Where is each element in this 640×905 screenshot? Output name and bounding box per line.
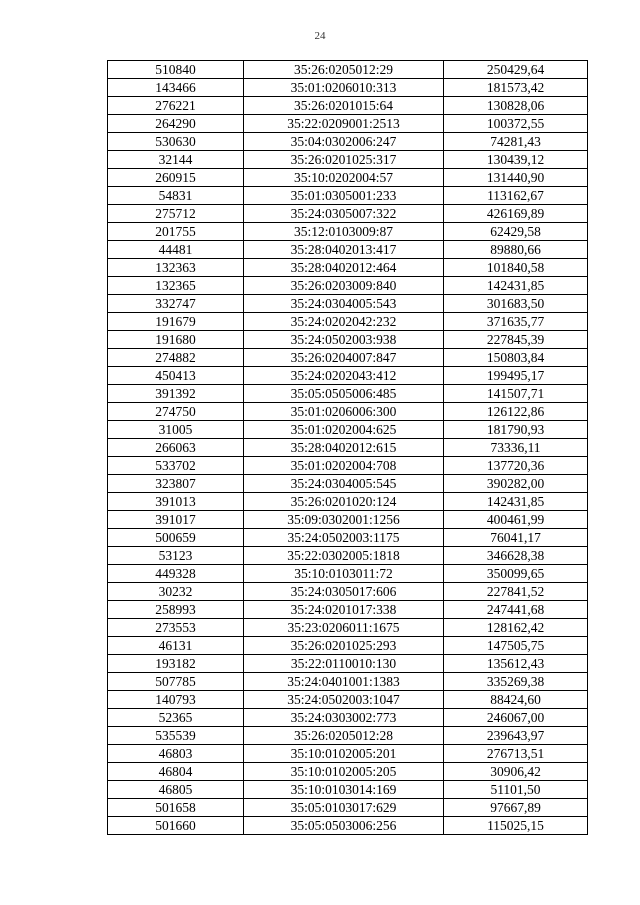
- cadastral-number-cell: 35:24:0305017:606: [244, 583, 444, 601]
- cadastral-number-cell: 35:10:0103014:169: [244, 781, 444, 799]
- cadastral-number-cell: 35:10:0102005:205: [244, 763, 444, 781]
- table-row: [108, 817, 588, 835]
- registry-table: [107, 60, 588, 835]
- record-id-cell: 53123: [108, 547, 244, 565]
- table-row: [108, 439, 588, 457]
- cadastral-number-cell: 35:26:0205012:28: [244, 727, 444, 745]
- table-row: [108, 781, 588, 799]
- value-cell: 335269,38: [444, 673, 588, 691]
- table-row: [108, 295, 588, 313]
- value-cell: 426169,89: [444, 205, 588, 223]
- record-id-cell: 132363: [108, 259, 244, 277]
- table-row: [108, 565, 588, 583]
- value-cell: 390282,00: [444, 475, 588, 493]
- cadastral-number-cell: 35:24:0201017:338: [244, 601, 444, 619]
- cadastral-number-cell: 35:24:0502003:1175: [244, 529, 444, 547]
- record-id-cell: 52365: [108, 709, 244, 727]
- table-row: [108, 547, 588, 565]
- value-cell: 126122,86: [444, 403, 588, 421]
- record-id-cell: 391392: [108, 385, 244, 403]
- table-row: [108, 403, 588, 421]
- value-cell: 101840,58: [444, 259, 588, 277]
- record-id-cell: 391017: [108, 511, 244, 529]
- table-row: [108, 727, 588, 745]
- value-cell: 181573,42: [444, 79, 588, 97]
- value-cell: 76041,17: [444, 529, 588, 547]
- record-id-cell: 500659: [108, 529, 244, 547]
- table-row: [108, 583, 588, 601]
- table-row: [108, 151, 588, 169]
- cadastral-number-cell: 35:01:0202004:625: [244, 421, 444, 439]
- cadastral-number-cell: 35:01:0206010:313: [244, 79, 444, 97]
- table-row: [108, 529, 588, 547]
- record-id-cell: 530630: [108, 133, 244, 151]
- cadastral-number-cell: 35:24:0502003:938: [244, 331, 444, 349]
- record-id-cell: 275712: [108, 205, 244, 223]
- value-cell: 130439,12: [444, 151, 588, 169]
- record-id-cell: 46131: [108, 637, 244, 655]
- record-id-cell: 30232: [108, 583, 244, 601]
- record-id-cell: 46805: [108, 781, 244, 799]
- value-cell: 400461,99: [444, 511, 588, 529]
- table-row: [108, 349, 588, 367]
- cadastral-number-cell: 35:22:0302005:1818: [244, 547, 444, 565]
- record-id-cell: 32144: [108, 151, 244, 169]
- table-body: [108, 61, 588, 835]
- table-row: [108, 331, 588, 349]
- value-cell: 199495,17: [444, 367, 588, 385]
- table-row: [108, 205, 588, 223]
- cadastral-number-cell: 35:28:0402012:464: [244, 259, 444, 277]
- value-cell: 88424,60: [444, 691, 588, 709]
- cadastral-number-cell: 35:24:0304005:543: [244, 295, 444, 313]
- table-row: [108, 655, 588, 673]
- value-cell: 30906,42: [444, 763, 588, 781]
- value-cell: 227845,39: [444, 331, 588, 349]
- record-id-cell: 260915: [108, 169, 244, 187]
- record-id-cell: 533702: [108, 457, 244, 475]
- value-cell: 137720,36: [444, 457, 588, 475]
- table-row: [108, 313, 588, 331]
- cadastral-number-cell: 35:24:0502003:1047: [244, 691, 444, 709]
- table-row: [108, 277, 588, 295]
- record-id-cell: 510840: [108, 61, 244, 79]
- record-id-cell: 31005: [108, 421, 244, 439]
- value-cell: 371635,77: [444, 313, 588, 331]
- record-id-cell: 501658: [108, 799, 244, 817]
- table-row: [108, 475, 588, 493]
- value-cell: 147505,75: [444, 637, 588, 655]
- value-cell: 350099,65: [444, 565, 588, 583]
- cadastral-number-cell: 35:10:0102005:201: [244, 745, 444, 763]
- value-cell: 89880,66: [444, 241, 588, 259]
- cadastral-number-cell: 35:24:0303002:773: [244, 709, 444, 727]
- table-row: [108, 259, 588, 277]
- record-id-cell: 143466: [108, 79, 244, 97]
- cadastral-number-cell: 35:01:0206006:300: [244, 403, 444, 421]
- cadastral-number-cell: 35:10:0202004:57: [244, 169, 444, 187]
- cadastral-number-cell: 35:22:0110010:130: [244, 655, 444, 673]
- record-id-cell: 266063: [108, 439, 244, 457]
- record-id-cell: 264290: [108, 115, 244, 133]
- cadastral-number-cell: 35:28:0402012:615: [244, 439, 444, 457]
- table-row: [108, 421, 588, 439]
- cadastral-number-cell: 35:24:0401001:1383: [244, 673, 444, 691]
- cadastral-number-cell: 35:26:0205012:29: [244, 61, 444, 79]
- value-cell: 51101,50: [444, 781, 588, 799]
- value-cell: 142431,85: [444, 277, 588, 295]
- record-id-cell: 450413: [108, 367, 244, 385]
- cadastral-number-cell: 35:12:0103009:87: [244, 223, 444, 241]
- record-id-cell: 501660: [108, 817, 244, 835]
- value-cell: 113162,67: [444, 187, 588, 205]
- value-cell: 130828,06: [444, 97, 588, 115]
- table-row: [108, 799, 588, 817]
- value-cell: 150803,84: [444, 349, 588, 367]
- record-id-cell: 140793: [108, 691, 244, 709]
- cadastral-number-cell: 35:26:0201015:64: [244, 97, 444, 115]
- record-id-cell: 273553: [108, 619, 244, 637]
- table-row: [108, 457, 588, 475]
- record-id-cell: 507785: [108, 673, 244, 691]
- cadastral-number-cell: 35:26:0201020:124: [244, 493, 444, 511]
- value-cell: 100372,55: [444, 115, 588, 133]
- value-cell: 246067,00: [444, 709, 588, 727]
- table-row: [108, 763, 588, 781]
- record-id-cell: 323807: [108, 475, 244, 493]
- table-row: [108, 79, 588, 97]
- cadastral-number-cell: 35:26:0201025:317: [244, 151, 444, 169]
- record-id-cell: 276221: [108, 97, 244, 115]
- table-row: [108, 691, 588, 709]
- record-id-cell: 191680: [108, 331, 244, 349]
- record-id-cell: 46804: [108, 763, 244, 781]
- cadastral-number-cell: 35:24:0304005:545: [244, 475, 444, 493]
- record-id-cell: 193182: [108, 655, 244, 673]
- cadastral-number-cell: 35:10:0103011:72: [244, 565, 444, 583]
- table-row: [108, 97, 588, 115]
- record-id-cell: 258993: [108, 601, 244, 619]
- cadastral-number-cell: 35:24:0202042:232: [244, 313, 444, 331]
- value-cell: 73336,11: [444, 439, 588, 457]
- record-id-cell: 391013: [108, 493, 244, 511]
- value-cell: 135612,43: [444, 655, 588, 673]
- cadastral-number-cell: 35:04:0302006:247: [244, 133, 444, 151]
- value-cell: 97667,89: [444, 799, 588, 817]
- cadastral-number-cell: 35:26:0201025:293: [244, 637, 444, 655]
- record-id-cell: 332747: [108, 295, 244, 313]
- table-row: [108, 637, 588, 655]
- record-id-cell: 46803: [108, 745, 244, 763]
- table-row: [108, 511, 588, 529]
- cadastral-number-cell: 35:26:0203009:840: [244, 277, 444, 295]
- cadastral-number-cell: 35:05:0503006:256: [244, 817, 444, 835]
- record-id-cell: 44481: [108, 241, 244, 259]
- table-row: [108, 241, 588, 259]
- page-number: 24: [314, 30, 326, 42]
- table-row: [108, 493, 588, 511]
- record-id-cell: 191679: [108, 313, 244, 331]
- table-row: [108, 745, 588, 763]
- table-row: [108, 115, 588, 133]
- cadastral-number-cell: 35:01:0305001:233: [244, 187, 444, 205]
- table-row: [108, 61, 588, 79]
- table-row: [108, 619, 588, 637]
- value-cell: 74281,43: [444, 133, 588, 151]
- table-row: [108, 367, 588, 385]
- record-id-cell: 54831: [108, 187, 244, 205]
- table-row: [108, 673, 588, 691]
- cadastral-number-cell: 35:05:0103017:629: [244, 799, 444, 817]
- value-cell: 346628,38: [444, 547, 588, 565]
- value-cell: 181790,93: [444, 421, 588, 439]
- cadastral-number-cell: 35:26:0204007:847: [244, 349, 444, 367]
- cadastral-number-cell: 35:28:0402013:417: [244, 241, 444, 259]
- value-cell: 142431,85: [444, 493, 588, 511]
- value-cell: 131440,90: [444, 169, 588, 187]
- table-row: [108, 223, 588, 241]
- value-cell: 141507,71: [444, 385, 588, 403]
- record-id-cell: 201755: [108, 223, 244, 241]
- value-cell: 115025,15: [444, 817, 588, 835]
- table-row: [108, 709, 588, 727]
- record-id-cell: 535539: [108, 727, 244, 745]
- cadastral-number-cell: 35:24:0202043:412: [244, 367, 444, 385]
- value-cell: 301683,50: [444, 295, 588, 313]
- value-cell: 62429,58: [444, 223, 588, 241]
- cadastral-number-cell: 35:22:0209001:2513: [244, 115, 444, 133]
- value-cell: 247441,68: [444, 601, 588, 619]
- value-cell: 128162,42: [444, 619, 588, 637]
- table-row: [108, 385, 588, 403]
- cadastral-number-cell: 35:24:0305007:322: [244, 205, 444, 223]
- value-cell: 239643,97: [444, 727, 588, 745]
- table-row: [108, 601, 588, 619]
- table-row: [108, 169, 588, 187]
- cadastral-number-cell: 35:05:0505006:485: [244, 385, 444, 403]
- record-id-cell: 449328: [108, 565, 244, 583]
- value-cell: 250429,64: [444, 61, 588, 79]
- table-row: [108, 133, 588, 151]
- record-id-cell: 274882: [108, 349, 244, 367]
- record-id-cell: 274750: [108, 403, 244, 421]
- table-row: [108, 187, 588, 205]
- cadastral-number-cell: 35:23:0206011:1675: [244, 619, 444, 637]
- value-cell: 276713,51: [444, 745, 588, 763]
- cadastral-number-cell: 35:01:0202004:708: [244, 457, 444, 475]
- cadastral-number-cell: 35:09:0302001:1256: [244, 511, 444, 529]
- record-id-cell: 132365: [108, 277, 244, 295]
- value-cell: 227841,52: [444, 583, 588, 601]
